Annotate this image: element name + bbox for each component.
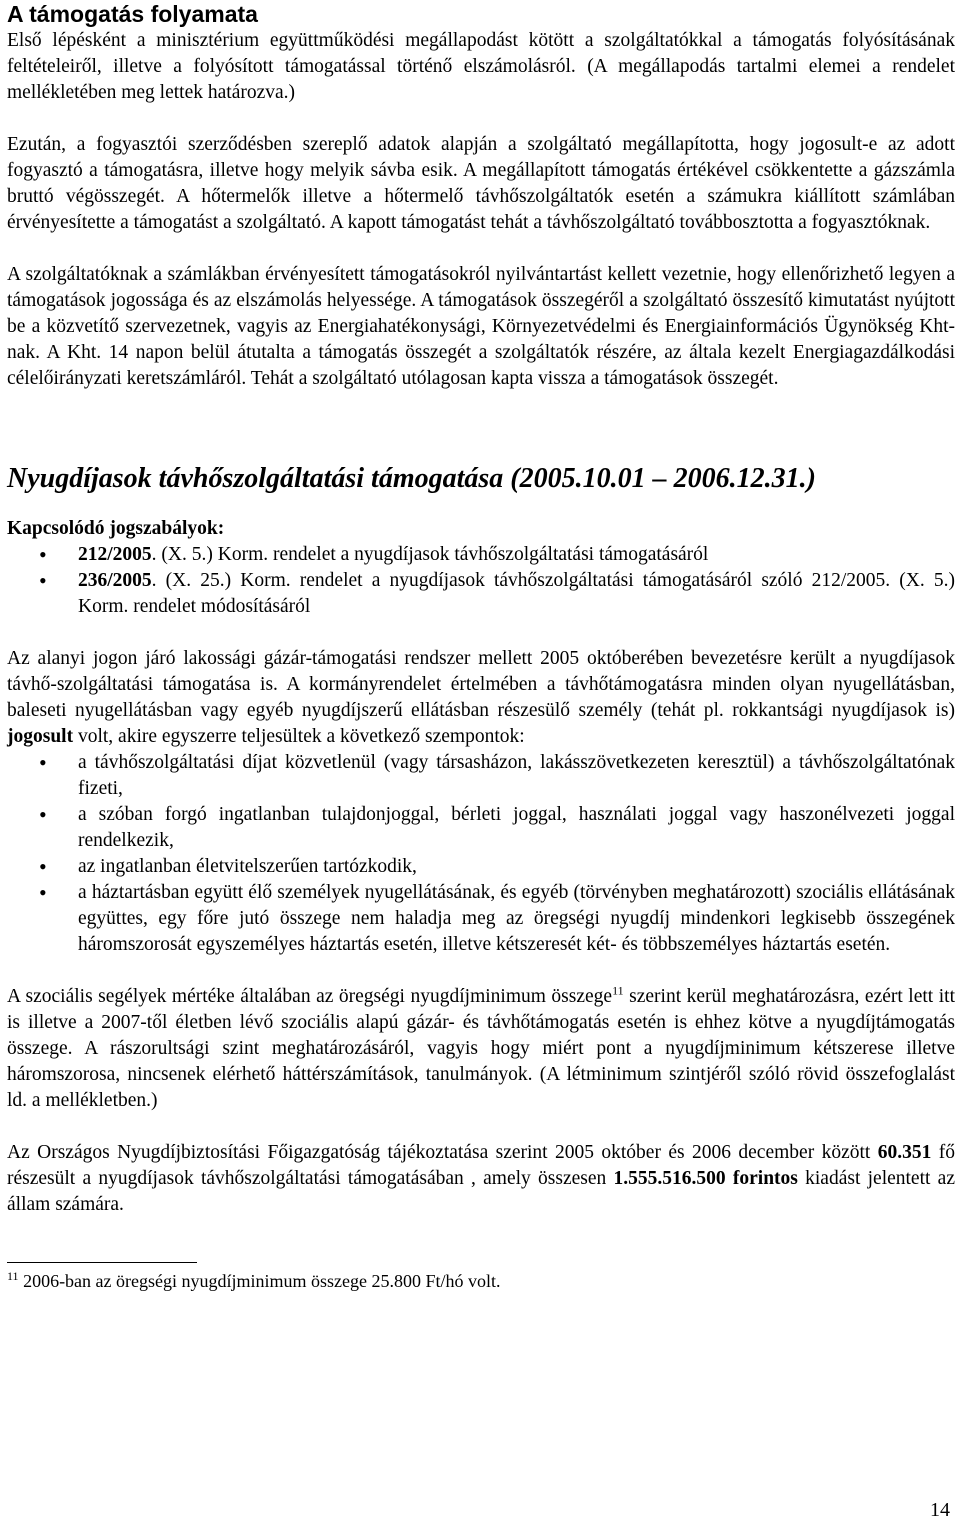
- criteria-item: • a szóban forgó ingatlanban tulajdonjoggal, bérleti joggal, használati joggal vagy haszonélvezeti joggal rendelkezik,: [7, 802, 955, 854]
- bold-term-jogosult: jogosult: [7, 726, 74, 747]
- bold-amount: 1.555.516.500 forintos: [613, 1168, 798, 1189]
- paragraph-process: Ezután, a fogyasztói szerződésben szereplő adatok alapján a szolgáltató megállapította, hogy jogosult-e az adott fogyasztó a támogatásra, illetve hogy melyik sávba esik. A megállapított támogatás értékével csökkentette a gázszámla bruttó végösszegét. A hőtermelők illetve a hőtermelő távhőszolgáltatók esetén a számukra kiállított számlában érvényesítette a támogatást a szolgáltató. A kapott támogatást tehát a távhőszolgáltató továbbosztotta a fogyasztóknak.: [7, 134, 955, 233]
- criteria-item: • a háztartásban együtt élő személyek nyugellátásának, és egyéb (törvényben meghatározott) szociális ellátásának együttes, egy főre jutó összege nem haladja meg az öregségi nyugdíj mindenkori legkisebb összegének háromszorosát egyszemélyes háztartás esetén, illetve kétszeresét két- és többszemélyes háztartás esetén.: [7, 880, 955, 958]
- law-item: [7, 542, 955, 568]
- criteria-item: • a távhőszolgáltatási díjat közvetlenül (vagy társasházon, lakásszövetkezeten keresztül) a távhőszolgáltatónak fizeti,: [7, 750, 955, 802]
- related-laws-label: Kapcsolódó jogszabályok:: [7, 518, 225, 539]
- footnote-separator: [7, 1262, 197, 1263]
- law-number: 236/2005: [78, 570, 152, 591]
- footnote-ref[interactable]: 11: [612, 983, 624, 998]
- criteria-list: [7, 750, 955, 958]
- text-run: Az alanyi jogon járó lakossági gázár-támogatási rendszer mellett 2005 októberében bevezetésre került a nyugdíjasok távhő-szolgáltatási támogatása is. A kormányrendelet értelmében a távhőtámogatásra minden olyan nyugellátásban, baleseti nyugellátásban vagy egyéb nyugdíjszerű ellátásban részesülő személy (tehát pl. rokkantsági nyugdíjasok is): [7, 648, 955, 721]
- paragraph-agreement: Első lépésként a minisztérium együttműködési megállapodást kötött a szolgáltatókkal a támogatás folyósításának feltételeiről, illetve a folyósított támogatással történő elszámolásról. (A megállapodás tartalmi elemei a rendelet mellékletében meg lettek határozva.): [7, 30, 955, 103]
- text-run: Az Országos Nyugdíjbiztosítási Főigazgatóság tájékoztatása szerint 2005 október és 2006 december között: [7, 1142, 878, 1163]
- subsection-title: Nyugdíjasok távhőszolgáltatási támogatása (2005.10.01 – 2006.12.31.): [7, 463, 816, 494]
- text-run: kiadást jelentett az állam számára.: [7, 1168, 955, 1215]
- law-title: . (X. 5.) Korm. rendelet a nyugdíjasok távhőszolgáltatási támogatásáról: [151, 544, 709, 565]
- paragraph-statistics: [7, 1140, 955, 1218]
- law-title: . (X. 25.) Korm. rendelet a nyugdíjasok távhőszolgáltatási támogatásáról szóló 212/2005. (X. 5.) Korm. rendelet módosításáról: [78, 570, 955, 617]
- footnote-text: 2006-ban az öregségi nyugdíjminimum összege 25.800 Ft/hó volt.: [18, 1271, 501, 1291]
- paragraph-eligibility: [7, 646, 955, 750]
- footnote-number: 11: [7, 1269, 19, 1283]
- section-title: A támogatás folyamata: [7, 1, 258, 27]
- footnote: [7, 1269, 955, 1293]
- document-page: [7, 0, 955, 1293]
- page-number: 14: [930, 1499, 950, 1521]
- laws-list: [7, 542, 955, 620]
- paragraph-records: A szolgáltatóknak a számlákban érvényesített támogatásokról nyilvántartást kellett vezetnie, hogy ellenőrizhető legyen a támogatások jogossága és az elszámolás helyessége. A támogatások összegéről a szolgáltató összesítő kimutatást nyújtott be a közvetítő szervezetnek, vagyis az Energiahatékonysági, Környezetvédelmi és Energiainformációs Ügynökség Kht-nak. A Kht. 14 napon belül átutalta a támogatás összegét a szolgáltatók részére, az általa kezelt Energiagazdálkodási célelőirányzati keretszámláról. Tehát a szolgáltató utólagosan kapta vissza a támogatások összegét.: [7, 264, 955, 389]
- text-run: szerint kerül meghatározásra, ezért lett itt is illetve a 2007-től életben lévő szociális alapú gázár- és távhőtámogatás esetén is ehhez kötve a nyugdíjtámogatás összege. A rászorultsági szint meghatározásáról, vagyis hogy miért pont a nyugdíjminimum kétszerese illetve háromszorosa, nincsenek elérhető háttérszámítások, tanulmányok. (A létminimum szintjéről szóló rövid összefoglalást ld. a mellékletben.): [7, 986, 955, 1111]
- bold-count: 60.351: [877, 1142, 932, 1163]
- text-run: fő részesült a nyugdíjasok távhőszolgáltatási támogatásában , amely összesen: [7, 1142, 956, 1189]
- law-item: [7, 568, 955, 620]
- text-run: volt, akire egyszerre teljesültek a következő szempontok:: [73, 726, 525, 747]
- criteria-item: • az ingatlanban életvitelszerűen tartózkodik,: [7, 854, 955, 880]
- law-number: 212/2005: [78, 544, 152, 565]
- text-run: A szociális segélyek mértéke általában az öregségi nyugdíjminimum összege: [7, 986, 613, 1007]
- paragraph-social-aid: [7, 984, 955, 1114]
